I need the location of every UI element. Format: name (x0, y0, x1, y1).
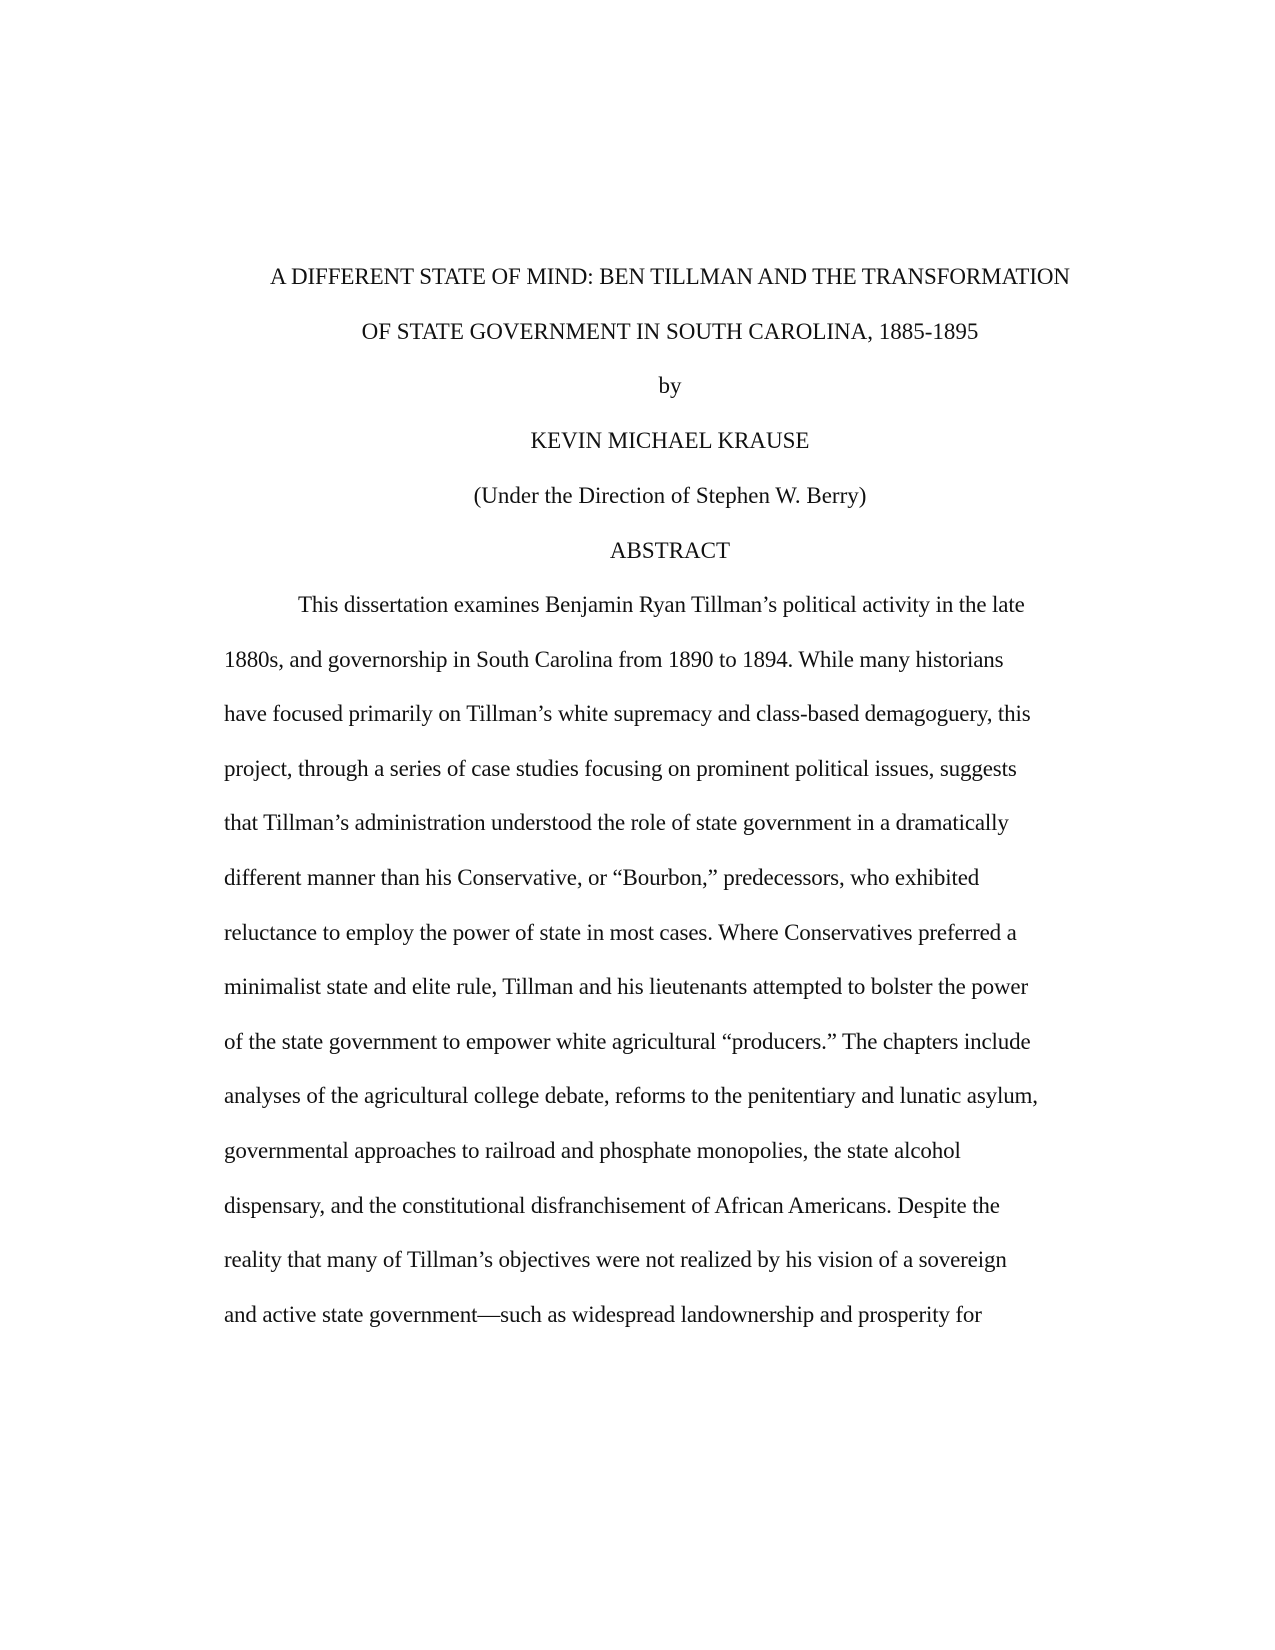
abstract-line: have focused primarily on Tillman’s white supremacy and class-based demagoguery, this (224, 701, 1031, 726)
title-line-2: OF STATE GOVERNMENT IN SOUTH CAROLINA, 1885-1895 (361, 319, 979, 344)
abstract-line: different manner than his Conservative, or “Bourbon,” predecessors, who exhibited (224, 865, 980, 890)
abstract-line: 1880s, and governorship in South Carolina from 1890 to 1894. While many historians (224, 647, 1004, 672)
abstract-heading: ABSTRACT (609, 538, 731, 563)
title-line-1: A DIFFERENT STATE OF MIND: BEN TILLMAN AND THE TRANSFORMATION (270, 264, 1070, 289)
abstract-line: minimalist state and elite rule, Tillman and his lieutenants attempted to bolster the power (224, 974, 1028, 999)
director-line: (Under the Direction of Stephen W. Berry) (473, 483, 867, 508)
abstract-line: of the state government to empower white agricultural “producers.” The chapters include (224, 1029, 1031, 1054)
abstract-line: This dissertation examines Benjamin Ryan Tillman’s political activity in the late (298, 592, 1025, 617)
abstract-line: governmental approaches to railroad and phosphate monopolies, the state alcohol (224, 1138, 961, 1163)
abstract-line: and active state government—such as widespread landownership and prosperity for (224, 1302, 982, 1327)
abstract-line: reality that many of Tillman’s objectives were not realized by his vision of a sovereign (224, 1247, 1007, 1272)
abstract-line: analyses of the agricultural college debate, reforms to the penitentiary and lunatic asylum, (224, 1083, 1038, 1108)
author-name: KEVIN MICHAEL KRAUSE (530, 428, 810, 453)
abstract-line: reluctance to employ the power of state in most cases. Where Conservatives preferred a (224, 920, 1017, 945)
abstract-line: dispensary, and the constitutional disfranchisement of African Americans. Despite the (224, 1193, 1000, 1218)
abstract-line: that Tillman’s administration understood the role of state government in a dramatically (224, 810, 1009, 835)
by-line: by (658, 373, 682, 398)
abstract-line: project, through a series of case studies focusing on prominent political issues, suggests (224, 756, 1017, 781)
